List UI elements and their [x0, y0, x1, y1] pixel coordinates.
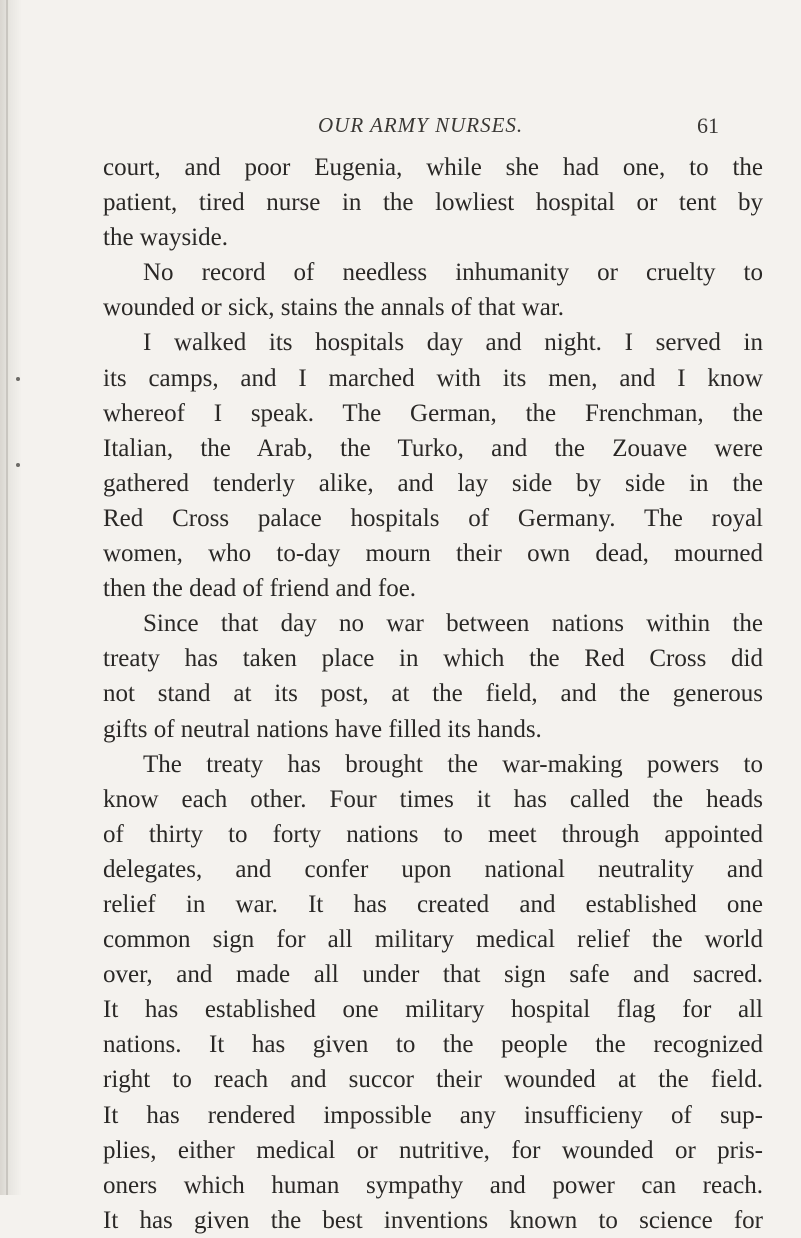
page-number: 61: [697, 113, 719, 138]
text-line: gifts of neutral nations have filled its hands.: [103, 715, 542, 743]
text-line: I walked its hospitals day and night. I served in: [143, 329, 763, 357]
page-header: [0, 113, 801, 147]
text-line: relief in war. It has created and established one: [103, 890, 763, 918]
text-line: patient, tired nurse in the lowliest hospital or tent by: [103, 189, 763, 217]
text-line: the wayside.: [103, 224, 228, 252]
text-line: Red Cross palace hospitals of Germany. The royal: [103, 504, 763, 532]
body-text: [103, 150, 763, 1238]
margin-speck: [16, 377, 20, 381]
text-line: delegates, and confer upon national neutrality and: [103, 855, 763, 883]
text-line: Italian, the Arab, the Turko, and the Zouave were: [103, 434, 763, 462]
text-line: court, and poor Eugenia, while she had one, to the: [103, 154, 763, 181]
text-line: common sign for all military medical relief the world: [103, 926, 763, 954]
text-line: oners which human sympathy and power can reach.: [103, 1171, 763, 1199]
text-line: plies, either medical or nutritive, for wounded or pris-: [103, 1136, 763, 1164]
text-line: It has rendered impossible any insufficieny of sup-: [103, 1101, 763, 1129]
text-line: It has given the best inventions known to science for: [103, 1206, 763, 1234]
text-line: of thirty to forty nations to meet through appointed: [103, 820, 763, 848]
text-line: whereof I speak. The German, the Frenchman, the: [103, 399, 763, 427]
text-line: The treaty has brought the war-making powers to: [143, 750, 763, 778]
text-line: know each other. Four times it has called the heads: [103, 785, 763, 813]
text-line: wounded or sick, stains the annals of that war.: [103, 294, 565, 322]
text-line: over, and made all under that sign safe and sacred.: [103, 961, 763, 989]
text-line: then the dead of friend and foe.: [103, 575, 417, 603]
binding-gutter: [0, 0, 22, 1195]
text-line: not stand at its post, at the field, and the generous: [103, 680, 763, 708]
text-line: nations. It has given to the people the recognized: [103, 1031, 763, 1059]
text-line: No record of needless inhumanity or cruelty to: [143, 259, 763, 287]
running-title: OUR ARMY NURSES.: [318, 113, 524, 137]
text-line: women, who to-day mourn their own dead, mourned: [103, 540, 763, 568]
text-line: gathered tenderly alike, and lay side by side in the: [103, 469, 763, 497]
text-line: Since that day no war between nations within the: [143, 610, 763, 638]
text-line: treaty has taken place in which the Red Cross did: [103, 645, 763, 673]
text-line: its camps, and I marched with its men, and I know: [103, 364, 763, 392]
text-line: It has established one military hospital flag for all: [103, 996, 763, 1024]
gutter-edge: [6, 0, 8, 1195]
margin-speck: [16, 463, 20, 467]
text-line: right to reach and succor their wounded at the field.: [103, 1066, 763, 1094]
